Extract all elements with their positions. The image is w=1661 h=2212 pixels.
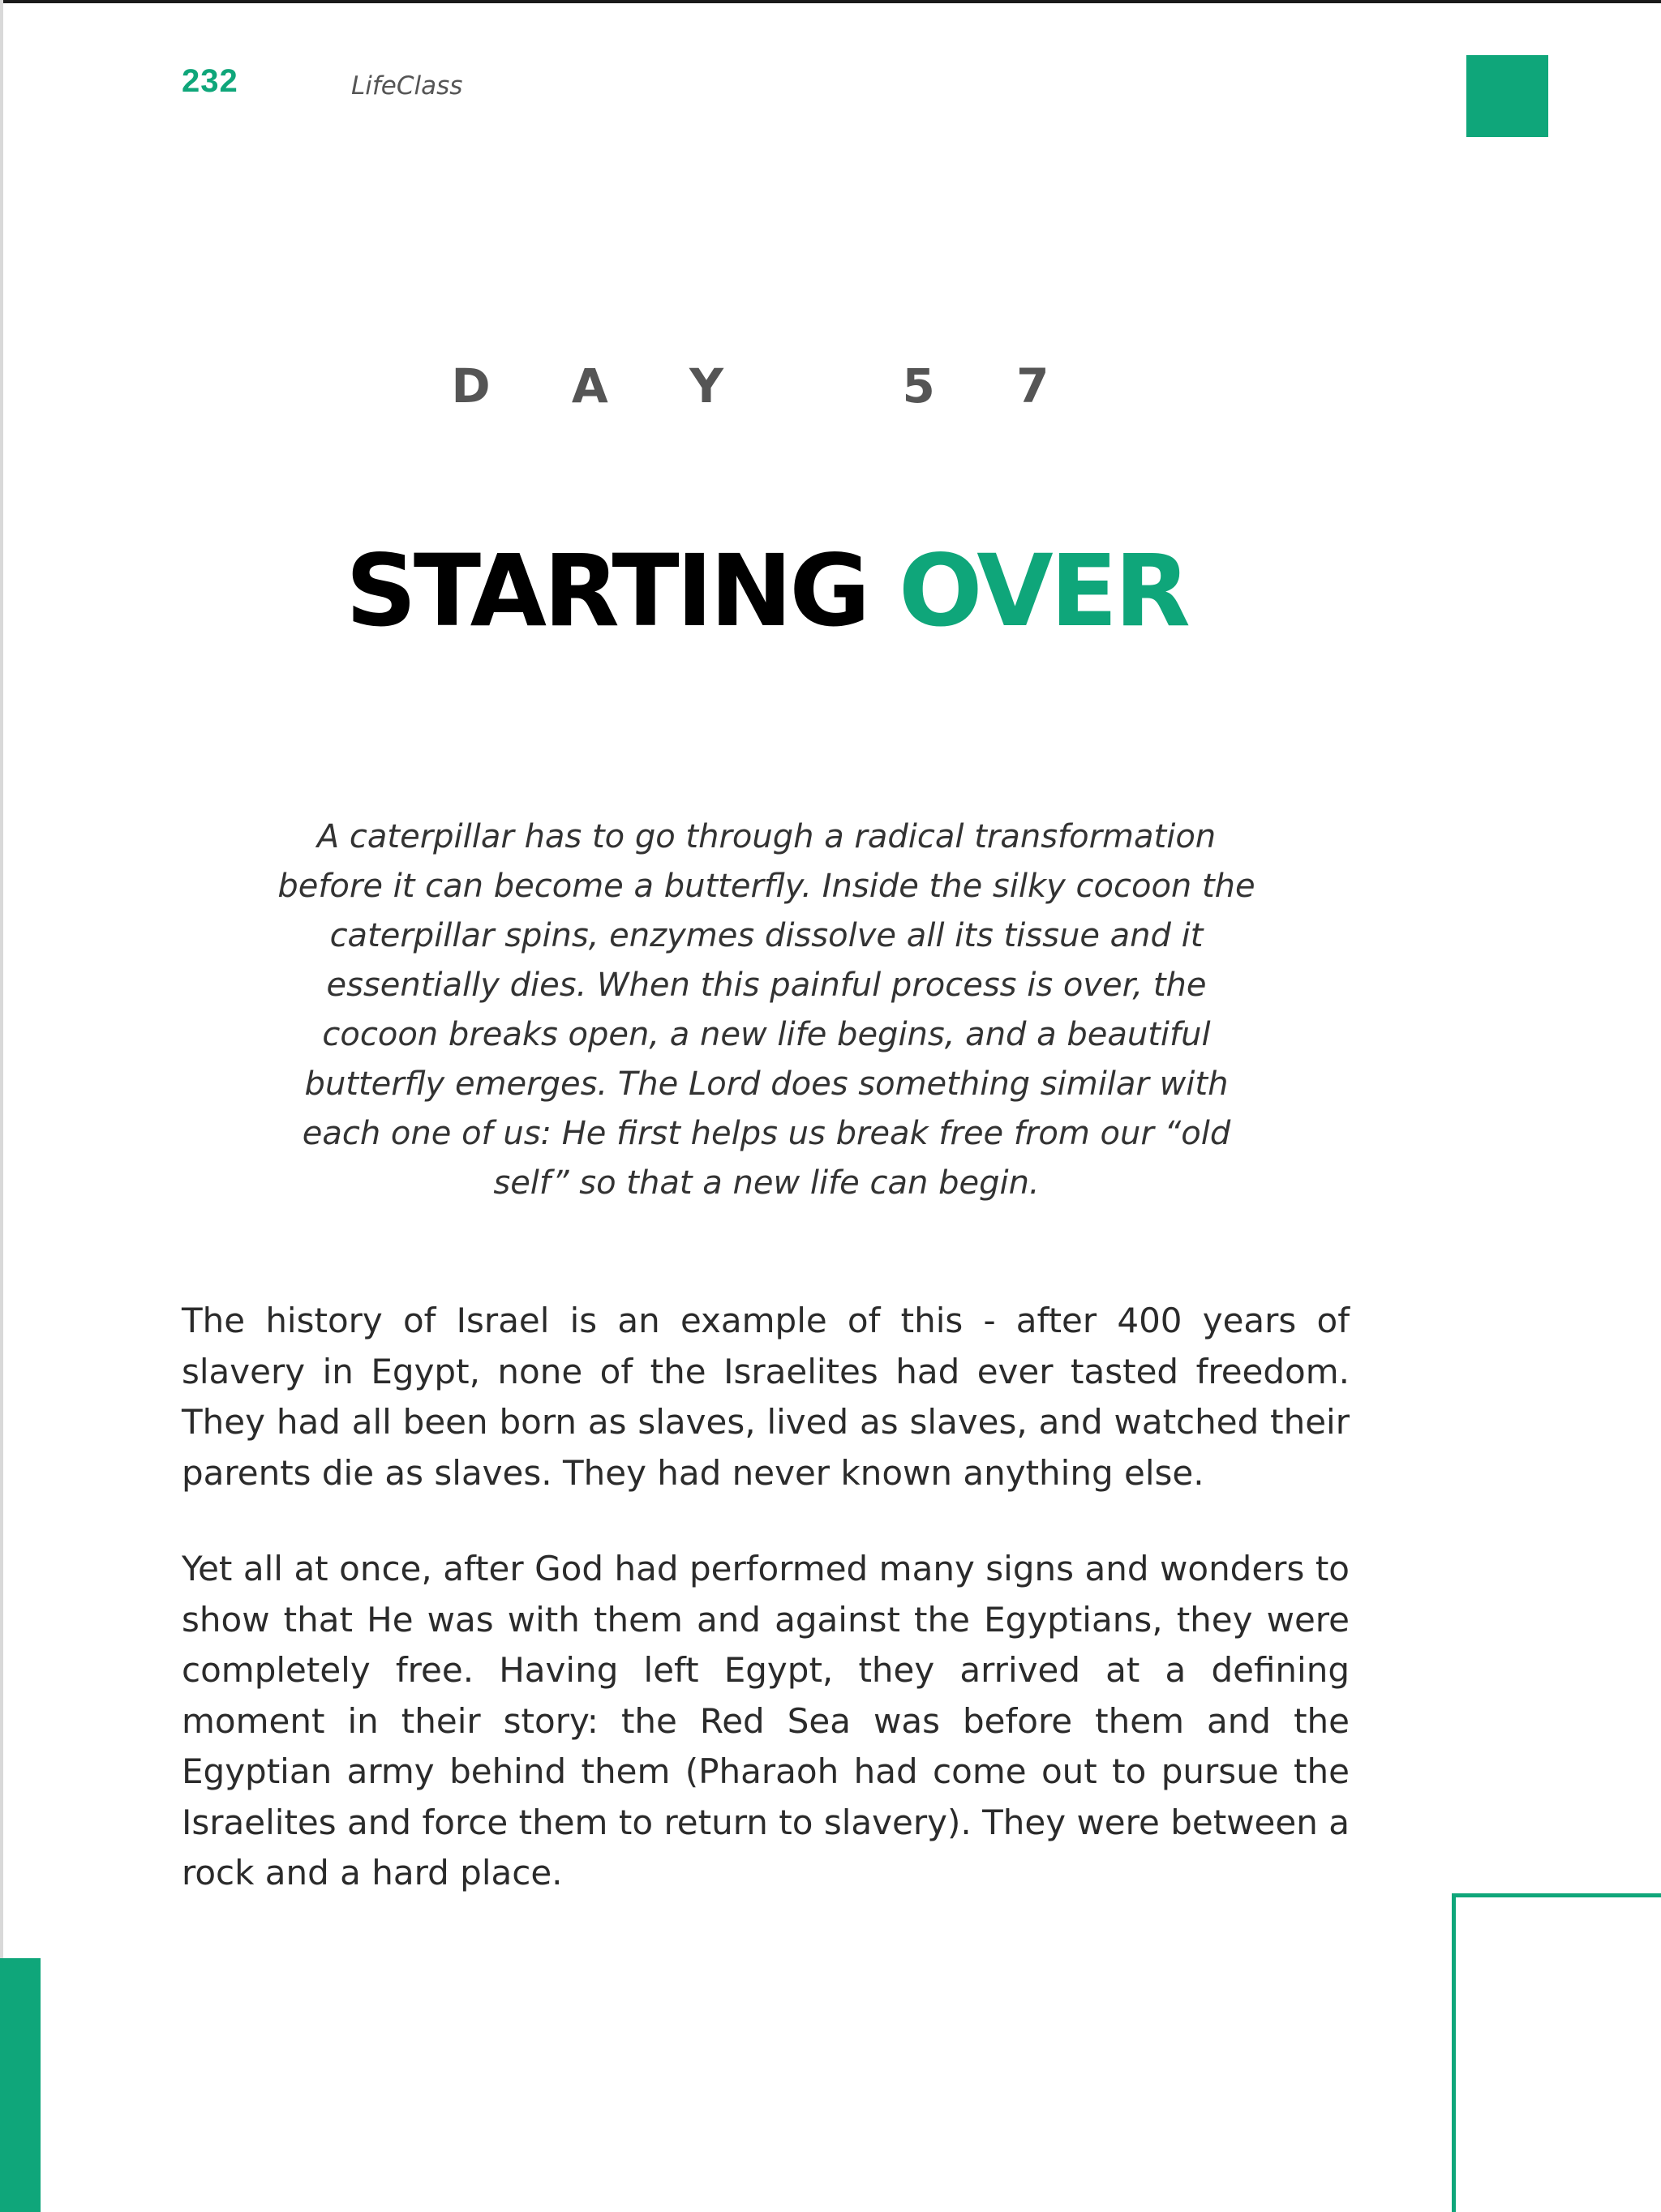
title-part-one: STARTING [346,534,868,649]
corner-frame-outline [1452,1893,1661,2212]
top-border-line [0,0,1661,3]
body-paragraph-1: The history of Israel is an example of this - after 400 years of slavery in Egypt, none of the Israelites had ever tasted freedom. They had all been born as slaves, lived as slaves, and watched their parents die as slaves. They had never known anything else. [182,1301,1350,1493]
chapter-title [0,534,1533,649]
title-part-two: OVER [898,534,1187,649]
intro-quote: A caterpillar has to go through a radical transformation before it can become a butterfly. Inside the silky cocoon the caterpillar spins, enzymes dissolve all its tissue and it essentially dies. When this painful process is over, the cocoon breaks open, a new life begins, and a beautiful butterfly emerges. The Lord does something similar with each one of us: He first helps us break free from our “old self” so that a new life can begin. [277,818,1255,1202]
day-label: D A Y 5 7 [451,358,1082,414]
left-accent-bar [0,1958,41,2212]
body-paragraph-2: Yet all at once, after God had performed many signs and wonders to show that He was with them and against the Egyptians, they were completely free. Having left Egypt, they arrived at a defining moment in their story: the Red Sea was before them and the Egyptian army behind them (Pharaoh had come out to pursue the Israelites and force them to return to slavery). They were between a rock and a hard place. [182,1549,1350,1893]
left-page-edge [0,0,3,2212]
page-number: 232 [182,63,238,99]
running-title: LifeClass [351,71,463,101]
corner-accent-block [1466,55,1548,137]
